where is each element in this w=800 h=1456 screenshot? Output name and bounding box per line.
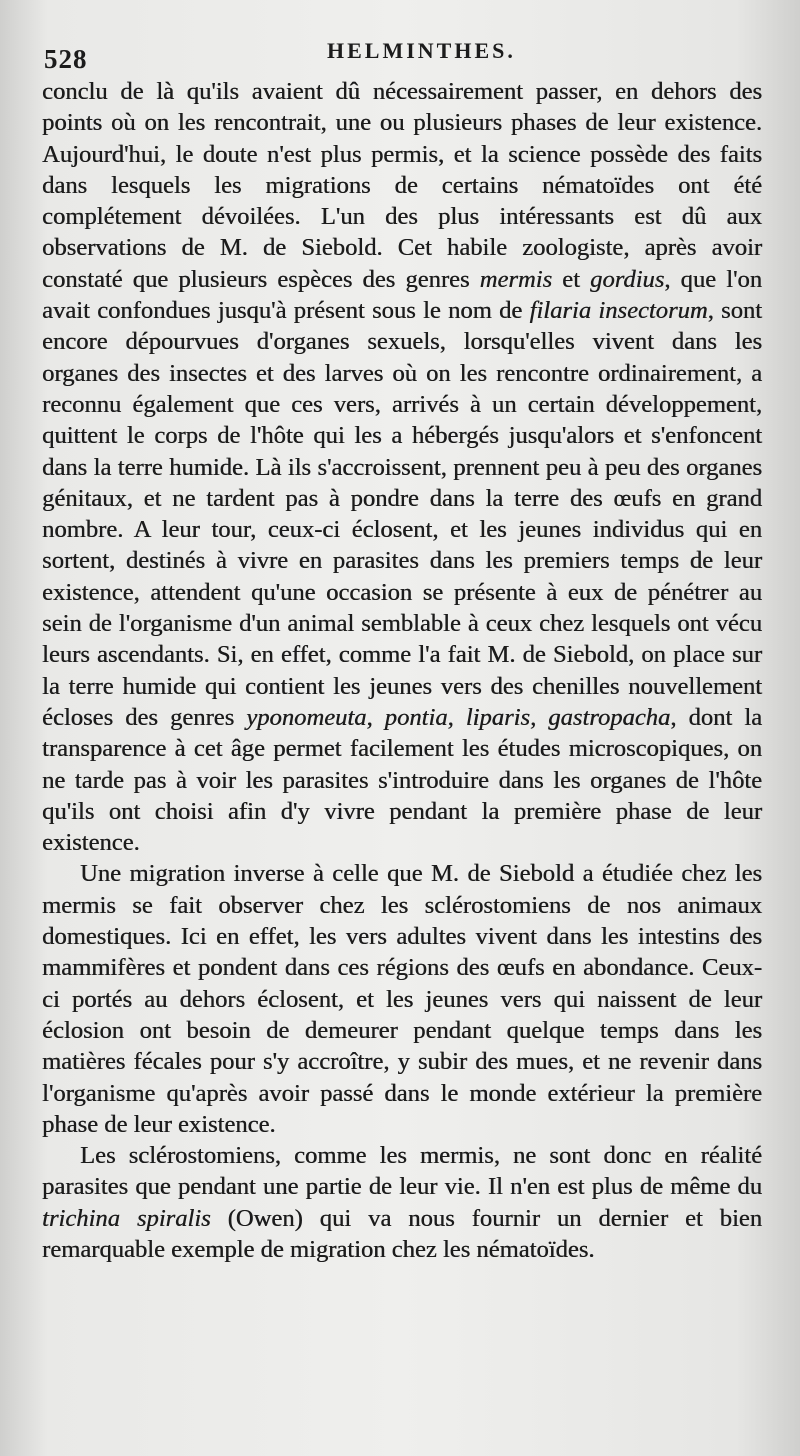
paragraph-2: Une migration inverse à celle que M. de Siebold a étudiée chez les mermis se fait observer chez les sclérostomiens de nos animaux domestiques. Ici en effet, les vers adultes vivent dans les intestins des mammifères et pondent dans ces régions des œufs en abondance. Ceux-ci portés au dehors éclosent, et les jeunes vers qui naissent de leur éclosion ont besoin de demeurer pendant quelque temps dans les matières fécales pour s'y accroître, y subir des mues, et ne revenir dans l'organisme qu'après avoir passé dans le monde extérieur la première phase de leur existence.: [42, 860, 762, 1138]
taxon-filaria-insectorum: filaria insectorum: [529, 297, 708, 325]
body-text: [42, 76, 762, 1265]
paragraph-1: conclu de là qu'ils avaient dû nécessairement passer, en dehors des points où on les rencontrait, une ou plusieurs phases de leur existence. Aujourd'hui, le doute n'est plus permis, et la science possède des faits dans lesquels les migrations de certains nématoïdes ont été complétement dévoilées. L'un des plus intéressants est dû aux observations de M. de Siebold. Cet habile zoologiste, après avoir constaté que plusieurs espèces des genres mermis et gordius, que l'on avait confondues jusqu'à présent sous le nom de filaria insectorum, sont encore dépourvues d'organes sexuels, lorsqu'elles vivent dans les organes des insectes et des larves où on les rencontre ordinairement, a reconnu également que ces vers, arrivés à un certain développement, quittent le corps de l'hôte qui les a hébergés jusqu'alors et s'enfoncent dans la terre humide. Là ils s'accroissent, prennent peu à peu des organes génitaux, et ne tardent pas à pondre dans la terre des œufs en grand nombre. A leur tour, ceux-ci éclosent, et les jeunes individus qui en sortent, destinés à vivre en parasites dans les premiers temps de leur existence, attendent qu'une occasion se présente à eux de pénétrer au sein de l'organisme d'un animal semblable à ceux chez lesquels ont vécu leurs ascendants. Si, en effet, comme l'a fait M. de Siebold, on place sur la terre humide qui contient les jeunes vers des chenilles nouvellement écloses des genres yponomeuta, pontia, liparis, gastropacha, dont la transparence à cet âge permet facilement les études microscopiques, on ne tarde pas à voir les parasites s'introduire dans les organes de l'hôte qu'ils ont choisi afin d'y vivre pendant la première phase de leur existence.: [42, 78, 763, 857]
taxon-trichina-spiralis: trichina spiralis: [42, 1204, 211, 1232]
taxon-caterpillar-genera: yponomeuta, pontia, liparis, gastropacha: [246, 703, 671, 731]
running-head: HELMINTHES.: [327, 38, 516, 63]
taxon-gordius: gordius: [590, 265, 665, 293]
taxon-mermis: mermis: [479, 265, 553, 293]
page-header: [42, 30, 762, 76]
page-number: 528: [44, 44, 88, 74]
paragraph-3: Les sclérostomiens, comme les mermis, ne sont donc en réalité parasites que pendant une partie de leur vie. Il n'en est plus de même du trichina spiralis (Owen) qui va nous fournir un dernier et bien remarquable exemple de migration chez les nématoïdes.: [42, 1142, 762, 1263]
